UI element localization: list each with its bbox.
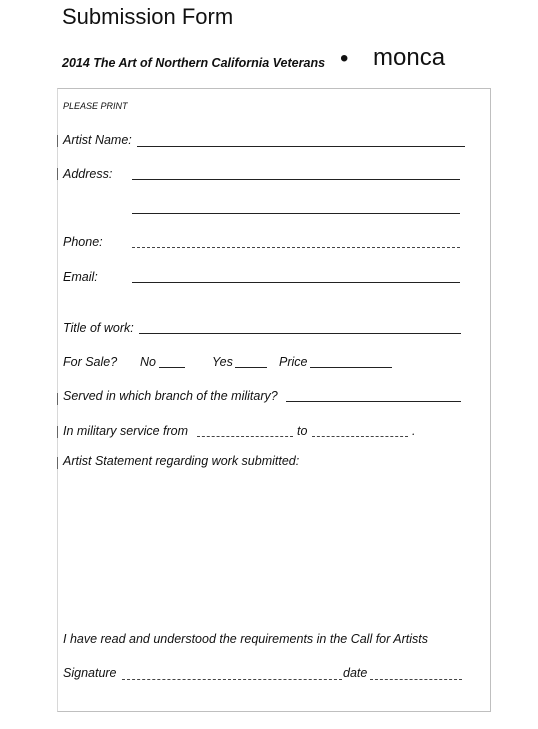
for-sale-label: For Sale? [63,355,118,369]
margin-tick [57,168,58,180]
price-field[interactable] [310,367,392,368]
title-of-work-field[interactable] [139,333,461,334]
phone-field[interactable] [132,247,460,248]
artist-statement-label: Artist Statement regarding work submitted: [63,454,300,468]
address-label: Address: [63,167,113,181]
artist-name-field[interactable] [137,146,465,147]
service-from-field[interactable] [197,436,293,437]
period-mark: . [412,424,416,438]
email-field[interactable] [132,282,460,283]
event-subtitle: 2014 The Art of Northern California Veterans [62,56,326,70]
margin-tick [57,457,58,469]
service-from-label: In military service from [63,424,189,438]
artist-name-label: Artist Name: [63,133,132,147]
agreement-text: I have read and understood the requirements in the Call for Artists [63,632,429,646]
email-label: Email: [63,270,98,284]
address-field-line2[interactable] [132,213,460,214]
bullet-separator: • [340,45,349,72]
form-title: Submission Form [62,4,234,29]
signature-field[interactable] [122,679,342,680]
margin-tick [57,393,58,405]
margin-tick [57,135,58,147]
date-field[interactable] [370,679,462,680]
address-field-line1[interactable] [132,179,460,180]
service-to-field[interactable] [312,436,408,437]
date-label: date [343,666,368,680]
yes-field[interactable] [235,367,267,368]
no-field[interactable] [159,367,185,368]
to-label: to [297,424,308,438]
yes-label: Yes [212,355,233,369]
brand-name: monca [373,44,446,71]
signature-label: Signature [63,666,117,680]
price-label: Price [279,355,308,369]
phone-label: Phone: [63,235,103,249]
no-label: No [140,355,156,369]
margin-tick [57,426,58,438]
title-of-work-label: Title of work: [63,321,134,335]
please-print-note: PLEASE PRINT [63,101,128,111]
served-branch-field[interactable] [286,401,461,402]
served-branch-label: Served in which branch of the military? [63,389,278,403]
